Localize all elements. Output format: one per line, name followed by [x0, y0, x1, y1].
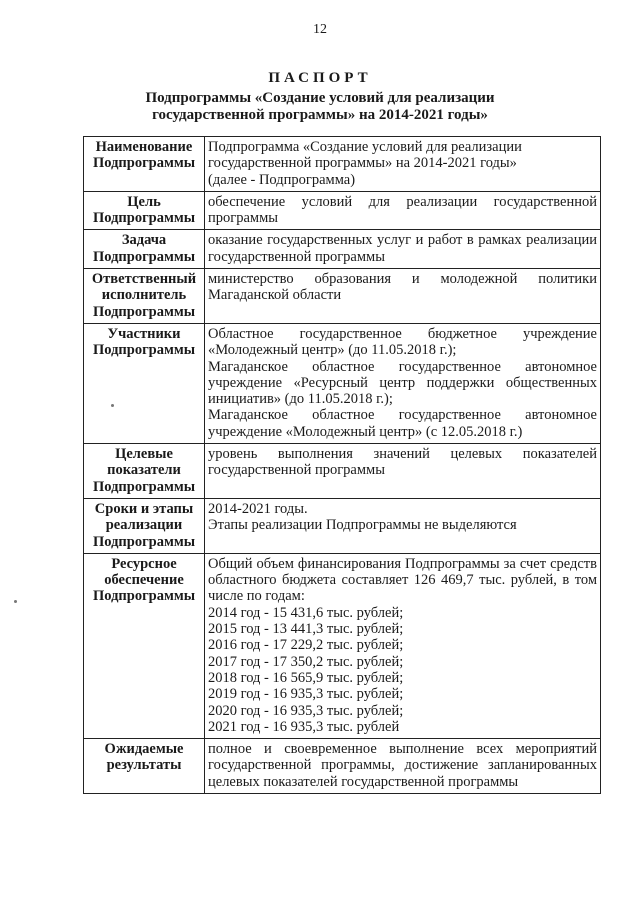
value-line: Магаданское областное государственное автономное учреждение «Молодежный центр» (с 12.05.2018 г.)	[208, 407, 597, 440]
value-line: Общий объем финансирования Подпрограммы за счет средств областного бюджета составляет 126 469,7 тыс. рублей, в том числе по годам:	[208, 555, 597, 605]
header-line: Подпрограммы	[92, 588, 196, 605]
row-header	[84, 191, 205, 230]
header-line: показатели	[107, 462, 181, 479]
header-line: реализации	[105, 517, 183, 534]
passport-table	[83, 136, 601, 794]
header-line: Подпрограммы	[92, 155, 196, 172]
value-line: 2014 год - 15 431,6 тыс. рублей;	[208, 604, 404, 621]
row-value	[205, 323, 601, 443]
value-line: 2017 год - 17 350,2 тыс. рублей;	[208, 653, 404, 670]
value-line: 2014-2021 годы.	[208, 500, 308, 517]
row-value	[205, 269, 601, 324]
row-header	[84, 230, 205, 269]
header-line: Наименование	[95, 139, 193, 155]
value-line: обеспечение условий для реализации государственной программы	[208, 193, 597, 227]
page-number: 12	[313, 22, 327, 37]
value-line: 2019 год - 16 935,3 тыс. рублей;	[208, 686, 404, 703]
scan-speck	[14, 600, 17, 603]
table-row-task	[84, 230, 601, 269]
subtitle-line: Подпрограммы «Создание условий для реализации	[145, 90, 495, 106]
header-line: Подпрограммы	[92, 478, 196, 495]
value-line: 2018 год - 16 565,9 тыс. рублей;	[208, 669, 404, 686]
header-line: Цель	[127, 193, 161, 210]
row-value	[205, 498, 601, 553]
value-line: оказание государственных услуг и работ в рамках реализации государственной программы	[208, 232, 597, 265]
row-header	[84, 323, 205, 443]
row-value	[205, 191, 601, 230]
header-line: Сроки и этапы	[94, 500, 194, 517]
header-line: Подпрограммы	[92, 303, 196, 320]
value-line: полное и своевременное выполнение всех мероприятий государственной программы, достижение запланированных целевых показателей государственной программы	[208, 741, 597, 790]
value-line: Этапы реализации Подпрограммы не выделяются	[208, 517, 517, 534]
header-line: Подпрограммы	[92, 210, 196, 227]
table-row-timeline	[84, 498, 601, 553]
table-row-participants	[84, 323, 601, 443]
header-line: Подпрограммы	[92, 248, 196, 265]
header-line: Целевые	[115, 446, 173, 463]
value-line: министерство образования и молодежной политики Магаданской области	[208, 271, 597, 304]
table-row-name	[84, 137, 601, 192]
row-value	[205, 739, 601, 794]
header-line: Ответственный	[91, 271, 197, 288]
header-line: обеспечение	[104, 572, 184, 589]
value-line: 2016 год - 17 229,2 тыс. рублей;	[208, 637, 404, 654]
value-line: 2020 год - 16 935,3 тыс. рублей;	[208, 702, 404, 719]
table-row-resources	[84, 553, 601, 738]
row-header	[84, 739, 205, 794]
row-header	[84, 137, 205, 192]
value-line: 2021 год - 16 935,3 тыс. рублей	[208, 718, 400, 735]
row-value	[205, 137, 601, 192]
value-line: (далее - Подпрограмма)	[208, 171, 356, 188]
value-line: 2015 год - 13 441,3 тыс. рублей;	[208, 621, 404, 638]
page-subtitle	[100, 90, 540, 124]
header-line: Задача	[121, 232, 167, 249]
row-header	[84, 444, 205, 499]
header-line: Подпрограммы	[92, 342, 196, 359]
row-value	[205, 230, 601, 269]
header-line: Участники	[107, 325, 181, 342]
row-header	[84, 269, 205, 324]
header-line: результаты	[106, 757, 182, 774]
header-line: Ресурсное	[111, 555, 177, 572]
value-line: государственной программы» на 2014-2021 годы»	[208, 155, 517, 172]
table-row-executor	[84, 269, 601, 324]
subtitle-line: государственной программы» на 2014-2021 годы»	[152, 107, 488, 123]
header-line: Подпрограммы	[92, 533, 196, 550]
header-line: исполнитель	[101, 287, 187, 304]
value-line: Областное государственное бюджетное учреждение «Молодежный центр» (до 11.05.2018 г.);	[208, 325, 597, 359]
row-value	[205, 444, 601, 499]
scan-speck	[111, 404, 114, 407]
page-title: ПАСПОРТ	[268, 70, 372, 86]
value-line: Магаданское областное государственное автономное учреждение «Ресурсный центр поддержки общественных инициатив» (до 11.05.2018 г.);	[208, 358, 597, 408]
value-line: уровень выполнения значений целевых показателей государственной программы	[208, 446, 597, 479]
table-row-indicators	[84, 444, 601, 499]
header-line: Ожидаемые	[104, 741, 184, 758]
row-value	[205, 553, 601, 738]
value-line: Подпрограмма «Создание условий для реализации	[208, 139, 522, 155]
row-header	[84, 498, 205, 553]
table-row-results	[84, 739, 601, 794]
table-row-goal	[84, 191, 601, 230]
row-header	[84, 553, 205, 738]
